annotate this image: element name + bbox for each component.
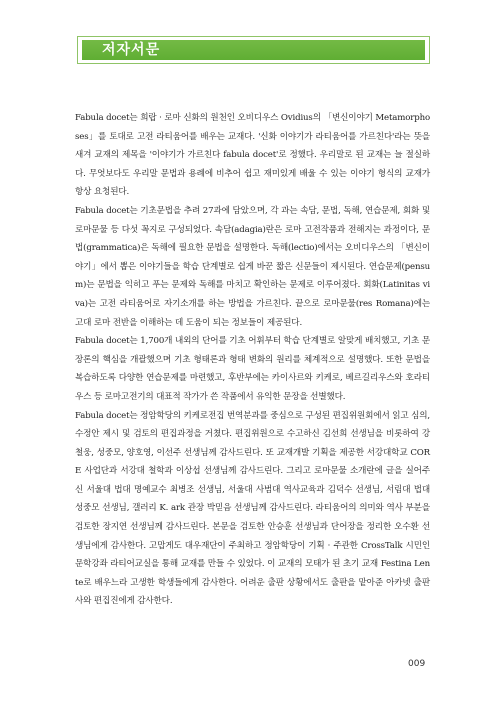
paragraph-structure: Fabula docet는 기초문법을 추려 27과에 담았으며, 각 과는 속담, 문법, 독해, 연습문제, 회화 및 로마문물 등 다섯 꼭지로 구성되었다. 속담(adagia)란은 로마 고전작품과 전해지는 과정이다, 문법(grammatica)은 독해에 필요한 문법을 설명한다. 독해(lectio)에서는 오비디우스의 「변신이야기」에서 뽑은 이야기들을 학습 단계별로 쉽게 바꾼 짧은 신문들이 제시된다. 연습문제(pensum)는 문법을 익히고 푸는 문제와 독해를 마치고 확인하는 문제로 이루어졌다. 회화(Latinitas viva)는 고전 라티움어로 자기소개를 하는 방법을 가르친다. 끝으로 로마문물(res Romana)에는 고대 로마 전반을 이해하는 데 도움이 되는 정보들이 제공된다. [75,205,430,328]
page-number: 009 [408,659,426,669]
preface-body [75,109,430,611]
paragraph-vocabulary: Fabula docet는 1,700개 내외의 단어를 기초 어휘부터 학습 단계별로 알맞게 배치했고, 기초 문장론의 핵심을 개괄했으며 기초 형태론과 형태 변화의 원리를 체계적으로 설명했다. 또한 문법을 복습하도록 다양한 연습문제를 마련했고, 후반부에는 카이사르와 키케로, 베르길리우스와 호라티우스 등 로마고전기의 대표적 작가가 쓴 작품에서 유익한 문장을 선별했다. [75,336,430,402]
page-title: 저자서문 [102,42,161,58]
section-header [77,36,430,64]
paragraph-acknowledgements: Fabula docet는 정암학당의 키케로전집 번역분과를 중심으로 구성된 편집위원회에서 읽고 심의, 수정안 제시 및 검토의 편집과정을 거쳤다. 편집위원으로 수고하신 김선희 선생님을 비롯하여 강철웅, 성중모, 양호영, 이선주 선생님께 감사드린다. 또 교재개발 기획을 제공한 서강대학교 CORE 사업단과 서강대 철학과 이상섭 선생님께 감사드린다. 그리고 로마문물 소개란에 글을 실어주신 서울대 법대 명예교수 최병조 선생님, 서울대 사범대 역사교육과 김덕수 선생님, 서림대 법대 성중모 선생님, 갤러리 K. ark 관장 박믿음 선생님께 감사드린다. 라티움어의 의미와 역사 부분을 검토한 장지연 선생님께 감사드린다. 본문을 검토한 안승훈 선생님과 단어장을 정리한 오수환 선생님에게 감사한다. 고맙게도 대우재단이 주최하고 정암학당이 기획 · 주관한 CrossTalk 시민인문학강좌 라티어교실을 통해 교재를 만들 수 있었다. 이 교재의 모태가 된 초기 교재 Festina Lente로 배우느라 고생한 학생들에게 감사한다. 어려운 출판 상황에서도 출판을 맡아준 아카넷 출판사와 편집진에게 감사한다. [75,410,430,607]
paragraph-intro: Fabula docet는 희랍 · 로마 신화의 원천인 오비디우스 Ovidius의 「변신이야기 Metamorphoses」를 토대로 고전 라티움어를 배우는 교재다. '신화 이야기가 라티움어를 가르친다'라는 뜻을 새겨 교재의 제목을 '이야기가 가르친다 fabula docet'로 정했다. 우리말로 된 교재는 늘 절실하다. 무엇보다도 우리말 문법과 용례에 비추어 쉽고 재미있게 배울 수 있는 이야기 형식의 교재가 항상 요청된다. [75,113,430,198]
section-header-bar [82,40,425,60]
